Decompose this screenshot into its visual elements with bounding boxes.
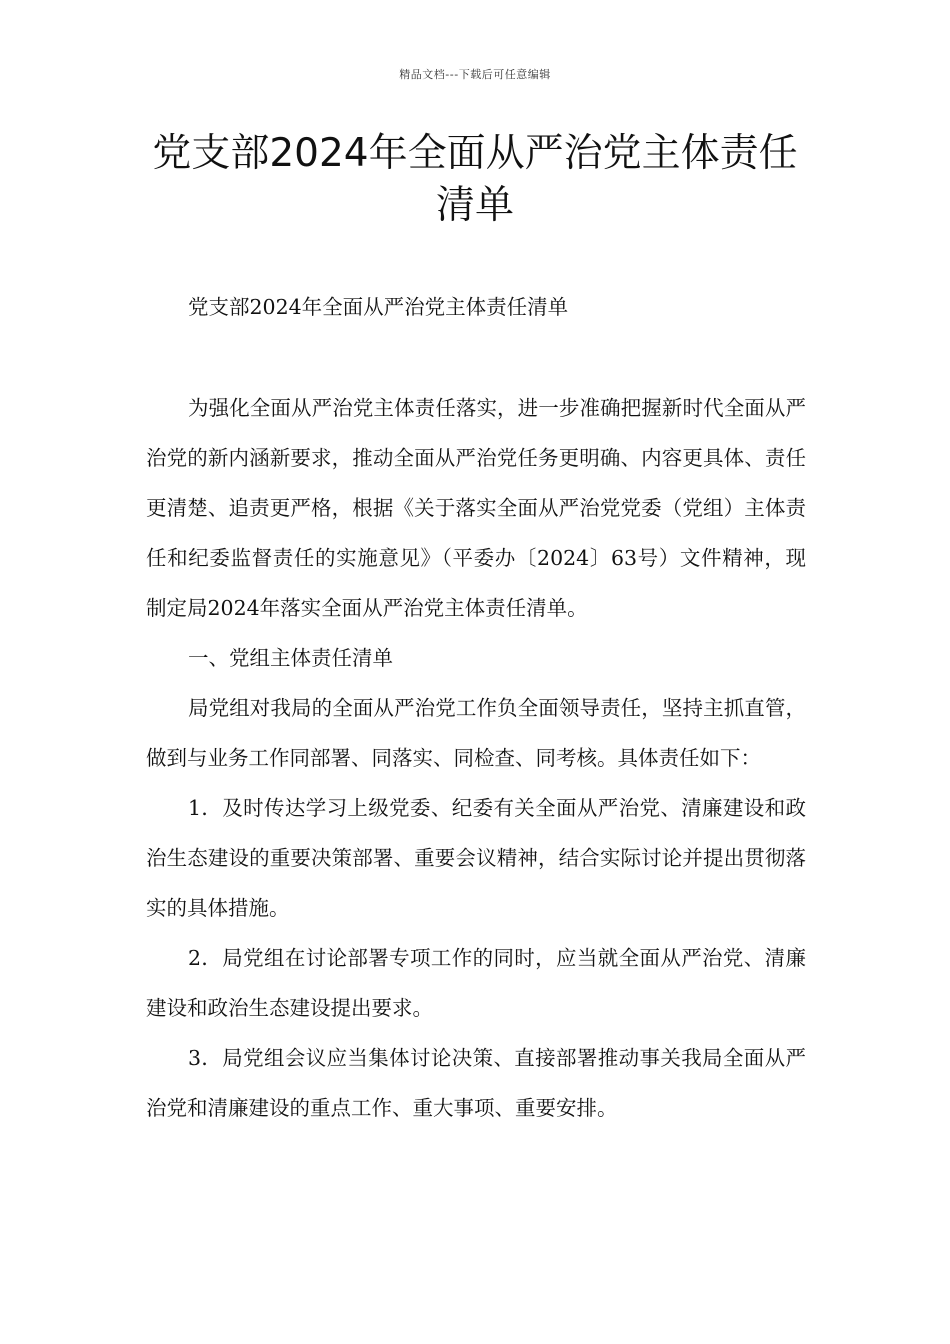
document-body: [146, 282, 806, 1133]
list-item-2: 2．局党组在讨论部署专项工作的同时，应当就全面从严治党、清廉建设和政治生态建设提出要求。: [146, 946, 806, 1020]
body-paragraph: 局党组对我局的全面从严治党工作负全面领导责任，坚持主抓直管，做到与业务工作同部署、同落实、同检查、同考核。具体责任如下：: [146, 696, 806, 770]
paragraph-spacer: [146, 332, 806, 383]
intro-paragraph: 为强化全面从严治党主体责任落实，进一步准确把握新时代全面从严治党的新内涵新要求，推动全面从严治党任务更明确、内容更具体、责任更清楚、追责更严格，根据《关于落实全面从严治党党委（党组）主体责任和纪委监督责任的实施意见》（平委办〔2024〕63号）文件精神，现制定局2024年落实全面从严治党主体责任清单。: [146, 396, 806, 620]
title-line-1: 党支部2024年全面从严治党主体责任: [152, 131, 798, 176]
list-item-3: 3．局党组会议应当集体讨论决策、直接部署推动事关我局全面从严治党和清廉建设的重点工作、重大事项、重要安排。: [146, 1046, 806, 1120]
header-note: 精品文档---下载后可任意编辑: [399, 68, 551, 81]
subtitle-paragraph: 党支部2024年全面从严治党主体责任清单: [188, 295, 569, 319]
list-item-1: 1．及时传达学习上级党委、纪委有关全面从严治党、清廉建设和政治生态建设的重要决策部署、重要会议精神，结合实际讨论并提出贯彻落实的具体措施。: [146, 796, 806, 920]
section-heading: 一、党组主体责任清单: [188, 646, 393, 670]
title-line-2: 清单: [435, 183, 514, 228]
document-title: [120, 128, 830, 232]
